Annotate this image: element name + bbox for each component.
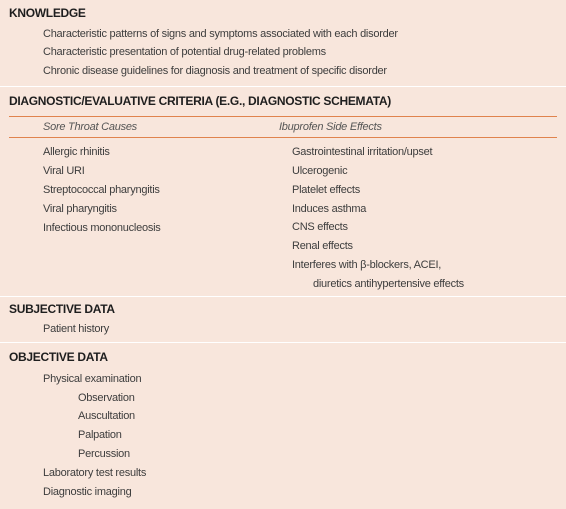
- sore-throat-cause: Viral URI: [43, 165, 85, 177]
- objective-subitem: Palpation: [78, 429, 122, 441]
- sore-throat-cause: Infectious mononucleosis: [43, 222, 161, 234]
- sore-throat-cause: Allergic rhinitis: [43, 146, 110, 158]
- column-header-divider: [9, 116, 557, 117]
- column-header-divider: [9, 137, 557, 138]
- ibuprofen-side-effect: Induces asthma: [292, 203, 367, 215]
- objective-item: Diagnostic imaging: [43, 486, 132, 498]
- subjective-item: Patient history: [43, 323, 109, 335]
- objective-heading: OBJECTIVE DATA: [9, 350, 108, 364]
- right-column-header: Ibuprofen Side Effects: [279, 121, 382, 133]
- section-divider: [0, 342, 566, 343]
- left-column-header: Sore Throat Causes: [43, 121, 137, 133]
- ibuprofen-side-effect: Renal effects: [292, 240, 353, 252]
- sore-throat-cause: Viral pharyngitis: [43, 203, 117, 215]
- objective-item: Laboratory test results: [43, 467, 147, 479]
- ibuprofen-side-effect: Gastrointestinal irritation/upset: [292, 146, 433, 158]
- objective-subitem: Percussion: [78, 448, 130, 460]
- ibuprofen-side-effect: CNS effects: [292, 221, 348, 233]
- objective-item: Physical examination: [43, 373, 142, 385]
- ibuprofen-side-effect-continued: diuretics antihypertensive effects: [313, 278, 464, 290]
- objective-subitem: Observation: [78, 392, 135, 404]
- knowledge-item: Chronic disease guidelines for diagnosis and treatment of specific disorder: [43, 65, 387, 77]
- knowledge-heading: KNOWLEDGE: [9, 6, 86, 20]
- objective-subitem: Auscultation: [78, 410, 135, 422]
- subjective-heading: SUBJECTIVE DATA: [9, 302, 115, 316]
- knowledge-item: Characteristic presentation of potential drug-related problems: [43, 46, 326, 58]
- knowledge-item: Characteristic patterns of signs and symptoms associated with each disorder: [43, 28, 398, 40]
- section-divider: [0, 86, 566, 87]
- section-divider: [0, 296, 566, 297]
- ibuprofen-side-effect: Ulcerogenic: [292, 165, 348, 177]
- ibuprofen-side-effect: Platelet effects: [292, 184, 360, 196]
- diagnostic-heading: DIAGNOSTIC/EVALUATIVE CRITERIA (E.G., DIAGNOSTIC SCHEMATA): [9, 94, 391, 108]
- sore-throat-cause: Streptococcal pharyngitis: [43, 184, 160, 196]
- ibuprofen-side-effect: Interferes with β-blockers, ACEI,: [292, 259, 442, 271]
